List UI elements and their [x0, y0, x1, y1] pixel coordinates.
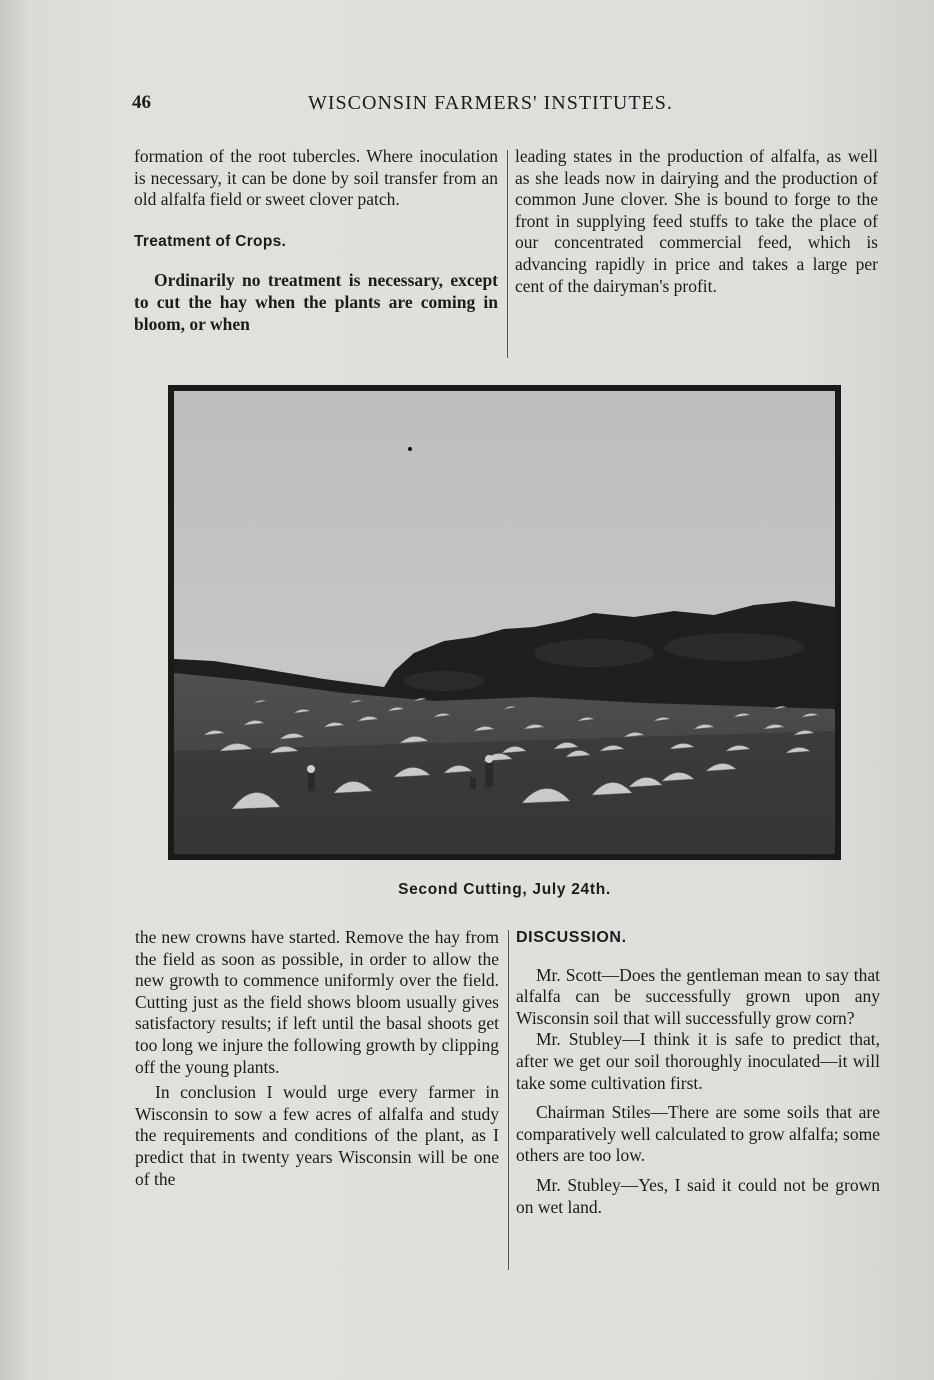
page-header — [132, 92, 884, 122]
page-number: 46 — [132, 92, 151, 113]
figure-caption: Second Cutting, July 24th. — [398, 881, 611, 898]
paragraph: Chairman Stiles—There are some soils that are comparatively well calculated to grow alfalfa; some others are too low. — [516, 1102, 880, 1166]
paragraph: the new crowns have started. Remove the hay from the field as soon as possible, in order to allow the new growth to commence uniformly over the field. Cutting just as the field shows bloom usually gives satisfactory results; if left until the basal shoots get too long we injure the following growth by clipping off the young plants. — [135, 927, 499, 1077]
paragraph: Ordinarily no treatment is necessary, except to cut the hay when the plants are coming in bloom, or when — [134, 270, 498, 334]
field-photograph — [168, 385, 841, 860]
paragraph: In conclusion I would urge every farmer in Wisconsin to sow a few acres of alfalfa and study the requirements and conditions of the plant, as I predict that in twenty years Wisconsin will be one of the — [135, 1082, 499, 1189]
column-divider — [508, 930, 509, 1270]
bottom-left-column — [135, 927, 499, 1190]
section-heading: Treatment of Crops. — [134, 232, 287, 250]
paragraph: Mr. Stubley—I think it is safe to predict that, after we get our soil thoroughly inoculated—it will take some cultivation first. — [516, 1029, 880, 1093]
paragraph: Mr. Stubley—Yes, I said it could not be grown on wet land. — [516, 1174, 880, 1217]
top-left-column — [134, 146, 498, 335]
running-title: WISCONSIN FARMERS' INSTITUTES. — [308, 92, 673, 114]
paragraph: Mr. Scott—Does the gentleman mean to say that alfalfa can be successfully grown upon any Wisconsin soil that will successfully grow corn? — [516, 964, 880, 1028]
top-right-column — [515, 146, 878, 297]
paragraph: leading states in the production of alfalfa, as well as she leads now in dairying and the production of common June clover. She is bound to forge to the front in supplying feed stuffs to take the place of our concentrated commercial feed, which is advancing rapidly in price and takes a large per cent of the dairyman's profit. — [515, 146, 878, 296]
bottom-right-column — [516, 927, 880, 1218]
discussion-heading: DISCUSSION. — [516, 929, 627, 946]
column-divider — [507, 150, 508, 358]
paragraph: formation of the root tubercles. Where inoculation is necessary, it can be done by soil transfer from an old alfalfa field or sweet clover patch. — [134, 146, 498, 210]
hay-field-photo — [174, 391, 835, 854]
